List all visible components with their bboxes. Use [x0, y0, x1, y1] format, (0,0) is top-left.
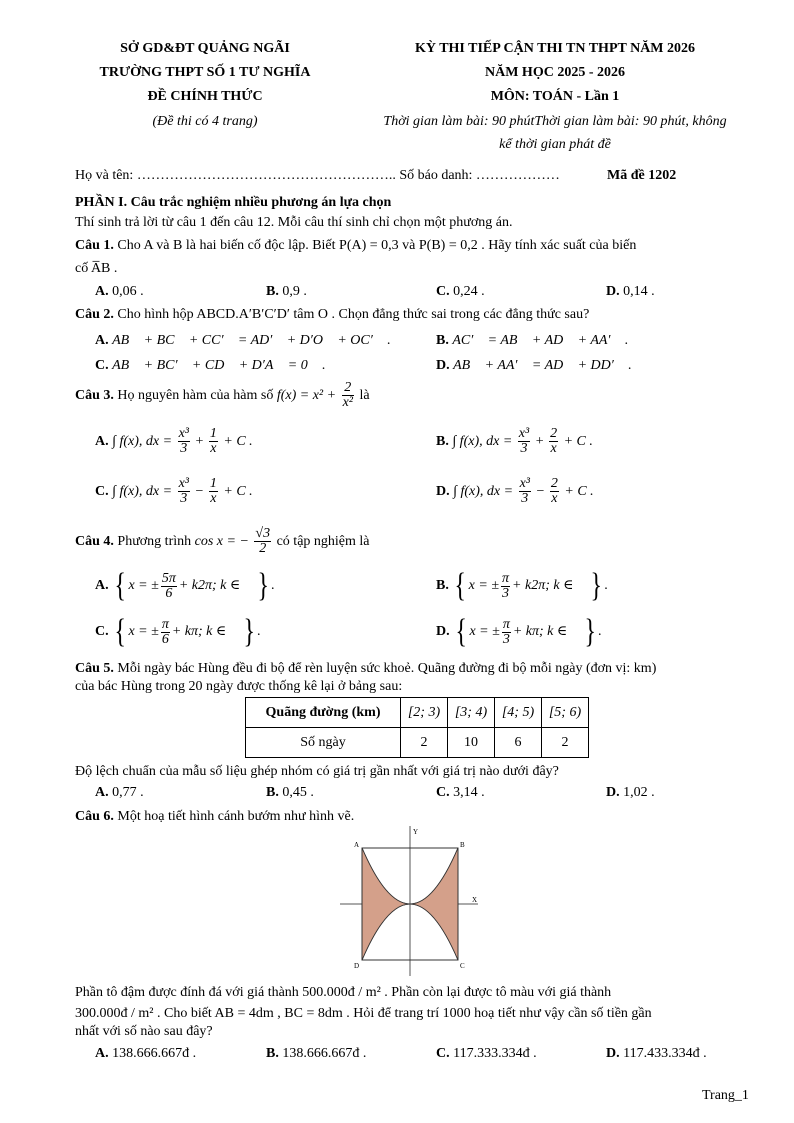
- denominator: 3: [180, 441, 188, 457]
- q4-option-b[interactable]: [436, 569, 608, 603]
- question-text: Họ nguyên hàm của hàm số: [117, 388, 274, 403]
- question-1-cont: cố A̅B .: [75, 261, 118, 276]
- q1-option-d[interactable]: [606, 283, 655, 301]
- option-key: D.: [436, 484, 450, 499]
- left-brace-icon: {: [114, 567, 127, 604]
- numerator: π: [502, 616, 510, 632]
- table-header: [2; 3): [401, 698, 448, 728]
- option-text: AB⃗ + BC⃗ + CC′⃗ = AD′⃗ + D′O⃗ + OC′⃗ .: [112, 333, 391, 348]
- option-text: 1,02 .: [623, 785, 655, 800]
- question-text: Phương trình: [117, 534, 192, 549]
- fraction: [502, 618, 511, 647]
- denominator: x: [550, 441, 557, 457]
- fraction: [209, 477, 218, 506]
- question-5-cont: của bác Hùng trong 20 ngày được thống kê lại ở bảng sau:: [75, 679, 403, 694]
- table-cell: 2: [401, 728, 448, 758]
- denominator: x: [210, 491, 217, 507]
- equation: cos x = −: [194, 534, 249, 549]
- period: .: [604, 578, 608, 594]
- integral-expr: ∫ f(x), dx =: [112, 484, 173, 499]
- question-label: Câu 1.: [75, 238, 114, 253]
- numerator: x³: [178, 476, 189, 492]
- operator: −: [536, 484, 545, 499]
- question-1: [75, 237, 636, 255]
- option-tail: + C .: [564, 484, 594, 499]
- numerator: 2: [550, 426, 558, 442]
- q6-option-a[interactable]: [95, 1045, 196, 1063]
- period: .: [270, 578, 275, 594]
- option-text: 117.433.334đ .: [623, 1046, 707, 1061]
- vertex-a: A: [354, 841, 360, 849]
- question-label: Câu 3.: [75, 388, 114, 403]
- numerator: π: [502, 570, 510, 586]
- table-header: [5; 6): [542, 698, 589, 728]
- table-header: Quãng đường (km): [246, 698, 401, 728]
- official-label: ĐỀ CHÍNH THỨC: [147, 89, 263, 104]
- operator: −: [195, 484, 204, 499]
- operator: +: [535, 434, 544, 449]
- table-row: [246, 698, 589, 728]
- option-text: 0,9 .: [282, 284, 307, 299]
- subject: MÔN: TOÁN - Lần 1: [490, 89, 620, 104]
- option-key: A.: [95, 1046, 109, 1061]
- numerator: 1: [209, 476, 217, 492]
- q2-option-a[interactable]: [95, 332, 391, 350]
- fraction: [549, 427, 558, 456]
- fraction: [519, 477, 531, 506]
- denominator: 6: [165, 585, 173, 601]
- integral-expr: ∫ f(x), dx =: [452, 434, 513, 449]
- denominator: 3: [521, 491, 529, 507]
- question-label: Câu 4.: [75, 534, 114, 549]
- left-shaded-region: [362, 848, 410, 960]
- expr: x = ±: [128, 578, 159, 594]
- option-key: C.: [95, 358, 109, 373]
- fraction: [518, 427, 530, 456]
- q1-option-c[interactable]: [436, 283, 485, 301]
- q5-option-a[interactable]: [95, 784, 144, 802]
- vertex-b: B: [460, 841, 465, 849]
- option-key: A.: [95, 434, 109, 449]
- option-key: B.: [266, 785, 279, 800]
- fraction: [501, 572, 510, 601]
- x-label: X: [472, 896, 478, 904]
- question-tail: là: [359, 388, 370, 403]
- option-text: 3,14 .: [453, 785, 485, 800]
- q1-option-a[interactable]: [95, 283, 144, 301]
- question-6-p2: 300.000đ / m² . Cho biết AB = 4dm , BC = 8dm . Hỏi để trang trí 1000 hoạ tiết như vậy cần số tiền gần: [75, 1006, 652, 1021]
- function-expr: f(x) = x² +: [276, 388, 337, 403]
- fraction: [161, 618, 170, 647]
- exam-title: KỲ THI TIẾP CẬN THI TN THPT NĂM 2026: [414, 41, 696, 56]
- fraction: [209, 427, 218, 456]
- question-3: [75, 381, 370, 411]
- option-text: 138.666.667đ .: [282, 1046, 367, 1061]
- question-text: Cho hình hộp ABCD.A′B′C′D′ tâm O . Chọn đẳng thức sai trong các đẳng thức sau?: [117, 307, 590, 322]
- question-6: [75, 808, 354, 826]
- option-text: AC′⃗ = AB⃗ + AD⃗ + AA′⃗ .: [452, 333, 629, 348]
- page-count-note: (Đề thi có 4 trang): [152, 114, 258, 129]
- expr-tail: + k2π; k ∈ ⃞: [178, 578, 255, 594]
- option-key: D.: [436, 358, 450, 373]
- option-key: C.: [436, 284, 450, 299]
- q6-option-b[interactable]: [266, 1045, 366, 1063]
- q3-option-c[interactable]: [95, 477, 253, 507]
- page-number: Trang_1: [702, 1088, 749, 1103]
- question-text: Mỗi ngày bác Hùng đều đi bộ để rèn luyện sức khoẻ. Quãng đường đi bộ mỗi ngày (đơn vị: km): [117, 661, 657, 676]
- question-label: Câu 5.: [75, 661, 114, 676]
- part-title: PHẦN I. Câu trắc nghiệm nhiều phương án lựa chọn: [75, 195, 392, 210]
- fraction: [342, 381, 354, 410]
- q4-option-a[interactable]: [95, 569, 274, 603]
- operator: +: [195, 434, 204, 449]
- option-tail: + C .: [563, 434, 593, 449]
- option-text: 117.333.334đ .: [453, 1046, 537, 1061]
- q4-option-c[interactable]: [95, 615, 260, 649]
- numerator: 1: [209, 426, 217, 442]
- option-key: D.: [606, 785, 620, 800]
- denominator: 3: [180, 491, 188, 507]
- school-name: TRƯỜNG THPT SỐ 1 TƯ NGHĨA: [99, 65, 311, 80]
- question-tail: có tập nghiệm là: [276, 534, 370, 549]
- fraction: [550, 477, 559, 506]
- table-cell: 2: [542, 728, 589, 758]
- right-brace-icon: }: [257, 567, 269, 604]
- period: .: [256, 624, 261, 640]
- question-5-ask: Độ lệch chuẩn của mẫu số liệu ghép nhóm có giá trị gần nhất với giá trị nào dưới đây?: [75, 764, 559, 779]
- question-label: Câu 2.: [75, 307, 114, 322]
- table-cell: Số ngày: [246, 728, 401, 758]
- denominator: 3: [502, 585, 510, 601]
- fraction: [178, 427, 190, 456]
- numerator: √3: [255, 526, 271, 542]
- q3-option-a[interactable]: [95, 427, 253, 457]
- option-key: A.: [95, 785, 109, 800]
- denominator: x: [210, 441, 217, 457]
- option-text: 0,45 .: [282, 785, 314, 800]
- option-key: D.: [436, 624, 450, 640]
- denominator: 3: [520, 441, 528, 457]
- q5-option-b[interactable]: [266, 784, 314, 802]
- right-shaded-region: [410, 848, 458, 960]
- numerator: π: [161, 616, 169, 632]
- table-cell: 10: [448, 728, 495, 758]
- right-brace-icon: }: [243, 613, 255, 650]
- option-text: AB⃗ + AA′⃗ = AD⃗ + DD′⃗ .: [453, 358, 632, 373]
- option-key: A.: [95, 284, 109, 299]
- question-4: [75, 527, 370, 557]
- option-key: B.: [436, 333, 449, 348]
- right-brace-icon: }: [584, 613, 596, 650]
- option-key: A.: [95, 333, 109, 348]
- q2-option-c[interactable]: [95, 357, 326, 375]
- left-brace-icon: {: [455, 613, 468, 650]
- option-key: D.: [606, 1046, 620, 1061]
- vertex-c: C: [460, 962, 465, 970]
- option-key: C.: [95, 624, 109, 640]
- vertex-d: D: [354, 962, 360, 970]
- left-brace-icon: {: [114, 613, 127, 650]
- expr-tail: + kπ; k ∈ ⃞: [171, 624, 241, 640]
- left-brace-icon: {: [454, 567, 467, 604]
- question-label: Câu 6.: [75, 809, 114, 824]
- question-text: Một hoạ tiết hình cánh bướm như hình vẽ.: [117, 809, 355, 824]
- denominator: x²: [342, 395, 353, 411]
- exam-code: Mã đề 1202: [607, 168, 677, 183]
- question-6-p3: nhất với số nào sau đây?: [75, 1024, 213, 1039]
- expr-tail: + kπ; k ∈ ⃞: [512, 624, 582, 640]
- time-note: Thời gian làm bài: 90 phútThời gian làm bài: 90 phút, không: [383, 114, 727, 129]
- q6-option-c[interactable]: [436, 1045, 537, 1063]
- option-key: A.: [95, 578, 109, 594]
- fraction: [254, 527, 271, 556]
- denominator: 2: [259, 541, 267, 557]
- option-key: C.: [436, 785, 450, 800]
- option-key: B.: [266, 1046, 279, 1061]
- option-key: B.: [436, 578, 449, 594]
- fraction: [178, 477, 190, 506]
- option-text: 0,14 .: [623, 284, 655, 299]
- numerator: x³: [519, 476, 530, 492]
- q2-option-d[interactable]: [436, 357, 632, 375]
- denominator: 6: [161, 631, 169, 647]
- question-5: [75, 660, 656, 678]
- part-instruction: Thí sinh trả lời từ câu 1 đến câu 12. Mỗi câu thí sinh chỉ chọn một phương án.: [75, 215, 513, 230]
- q6-option-d[interactable]: [606, 1045, 707, 1063]
- fraction: [161, 572, 177, 601]
- time-note-2: kể thời gian phát đề: [499, 137, 611, 152]
- q3-option-b[interactable]: [436, 427, 593, 457]
- frequency-table: [245, 697, 589, 758]
- candidate-line: Họ và tên: ……………………………………………….. Số báo danh: ………………: [75, 168, 560, 183]
- integral-expr: ∫ f(x), dx =: [112, 434, 173, 449]
- option-key: B.: [266, 284, 279, 299]
- question-2: [75, 306, 589, 324]
- q5-option-d[interactable]: [606, 784, 655, 802]
- q5-option-c[interactable]: [436, 784, 485, 802]
- numerator: x³: [178, 426, 189, 442]
- expr: x = ±: [468, 578, 500, 594]
- school-dept: SỞ GD&ĐT QUẢNG NGÃI: [120, 41, 290, 56]
- q1-option-b[interactable]: [266, 283, 307, 301]
- numerator: 5π: [161, 570, 176, 586]
- expr: x = ±: [128, 624, 159, 640]
- option-key: C.: [436, 1046, 450, 1061]
- question-text: Cho A và B là hai biến cố độc lập. Biết P(A) = 0,3 và P(B) = 0,2 . Hãy tính xác suất của biến: [117, 238, 637, 253]
- option-text: AB⃗ + BC′⃗ + CD⃗ + D′A⃗ = 0⃗ .: [112, 358, 326, 373]
- option-text: 0,06 .: [112, 284, 144, 299]
- table-row: [246, 728, 589, 758]
- option-key: D.: [606, 284, 620, 299]
- expr: x = ±: [469, 624, 500, 640]
- butterfly-figure: [340, 826, 480, 976]
- table-cell: 6: [495, 728, 542, 758]
- denominator: x: [551, 491, 558, 507]
- table-header: [3; 4): [448, 698, 495, 728]
- expr-tail: + k2π; k ∈ ⃞: [512, 578, 588, 594]
- integral-expr: ∫ f(x), dx =: [453, 484, 514, 499]
- denominator: 3: [502, 631, 510, 647]
- numerator: 2: [342, 381, 354, 396]
- school-year: NĂM HỌC 2025 - 2026: [485, 65, 625, 80]
- question-6-p1: Phần tô đậm được đính đá với giá thành 500.000đ / m² . Phần còn lại được tô màu với giá thành: [75, 985, 612, 1000]
- q4-option-d[interactable]: [436, 615, 601, 649]
- q2-option-b[interactable]: [436, 332, 628, 350]
- option-text: 0,24 .: [453, 284, 485, 299]
- table-header: [4; 5): [495, 698, 542, 728]
- option-text: 138.666.667đ .: [112, 1046, 197, 1061]
- option-tail: + C .: [223, 434, 253, 449]
- option-key: B.: [436, 434, 449, 449]
- numerator: x³: [518, 426, 530, 442]
- q3-option-d[interactable]: [436, 477, 594, 507]
- y-label: Y: [413, 828, 419, 836]
- right-brace-icon: }: [590, 567, 602, 604]
- option-tail: + C .: [223, 484, 253, 499]
- numerator: 2: [550, 476, 558, 492]
- option-text: 0,77 .: [112, 785, 144, 800]
- option-key: C.: [95, 484, 109, 499]
- period: .: [597, 624, 602, 640]
